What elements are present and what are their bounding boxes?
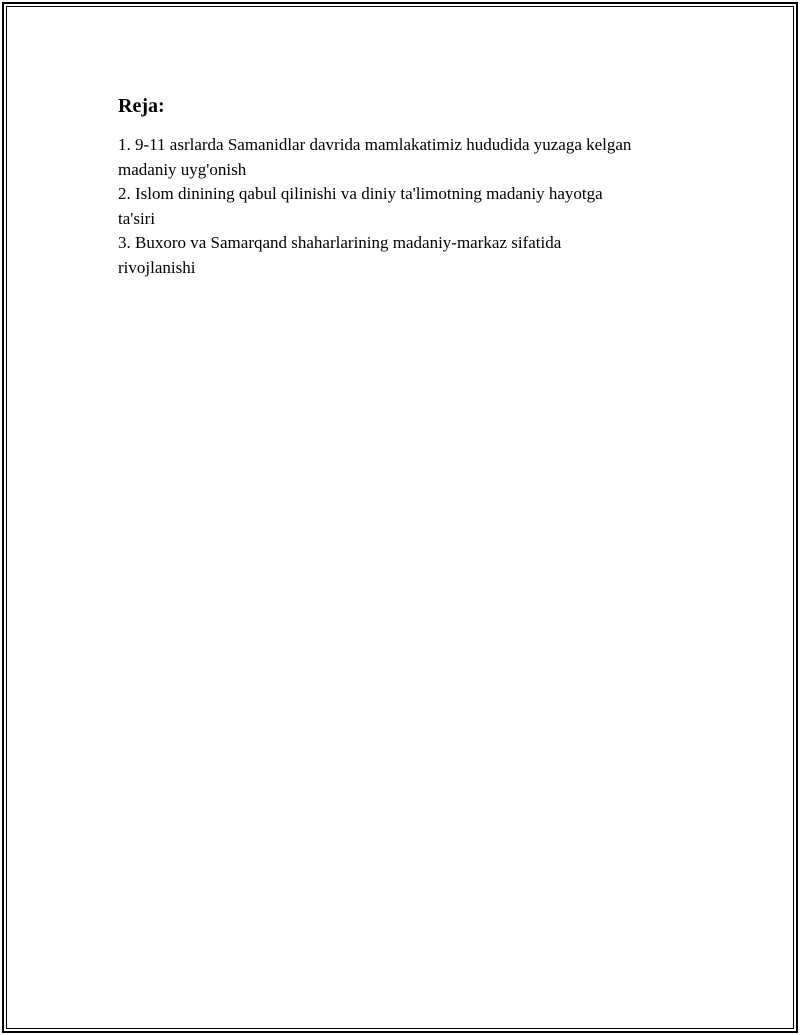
plan-item-3 (118, 231, 688, 280)
plan-item-1-line-2: madaniy uyg'onish (118, 159, 247, 179)
plan-item-2-line-1: 2. Islom dinining qabul qilinishi va diniy ta'limotning madaniy hayotga (118, 184, 603, 203)
plan-item-2 (118, 182, 688, 231)
plan-item-3-line-1: 3. Buxoro va Samarqand shaharlarining madaniy-markaz sifatida (118, 233, 562, 252)
page-title: Reja: (118, 95, 165, 117)
document-body (118, 93, 688, 280)
plan-item-1 (118, 133, 688, 182)
plan-list (118, 133, 688, 280)
plan-item-3-line-2: rivojlanishi (118, 257, 196, 277)
plan-item-1-line-1: 1. 9-11 asrlarda Samanidlar davrida mamlakatimiz hududida yuzaga kelgan (118, 135, 632, 154)
plan-item-2-line-2: ta'siri (118, 208, 156, 228)
